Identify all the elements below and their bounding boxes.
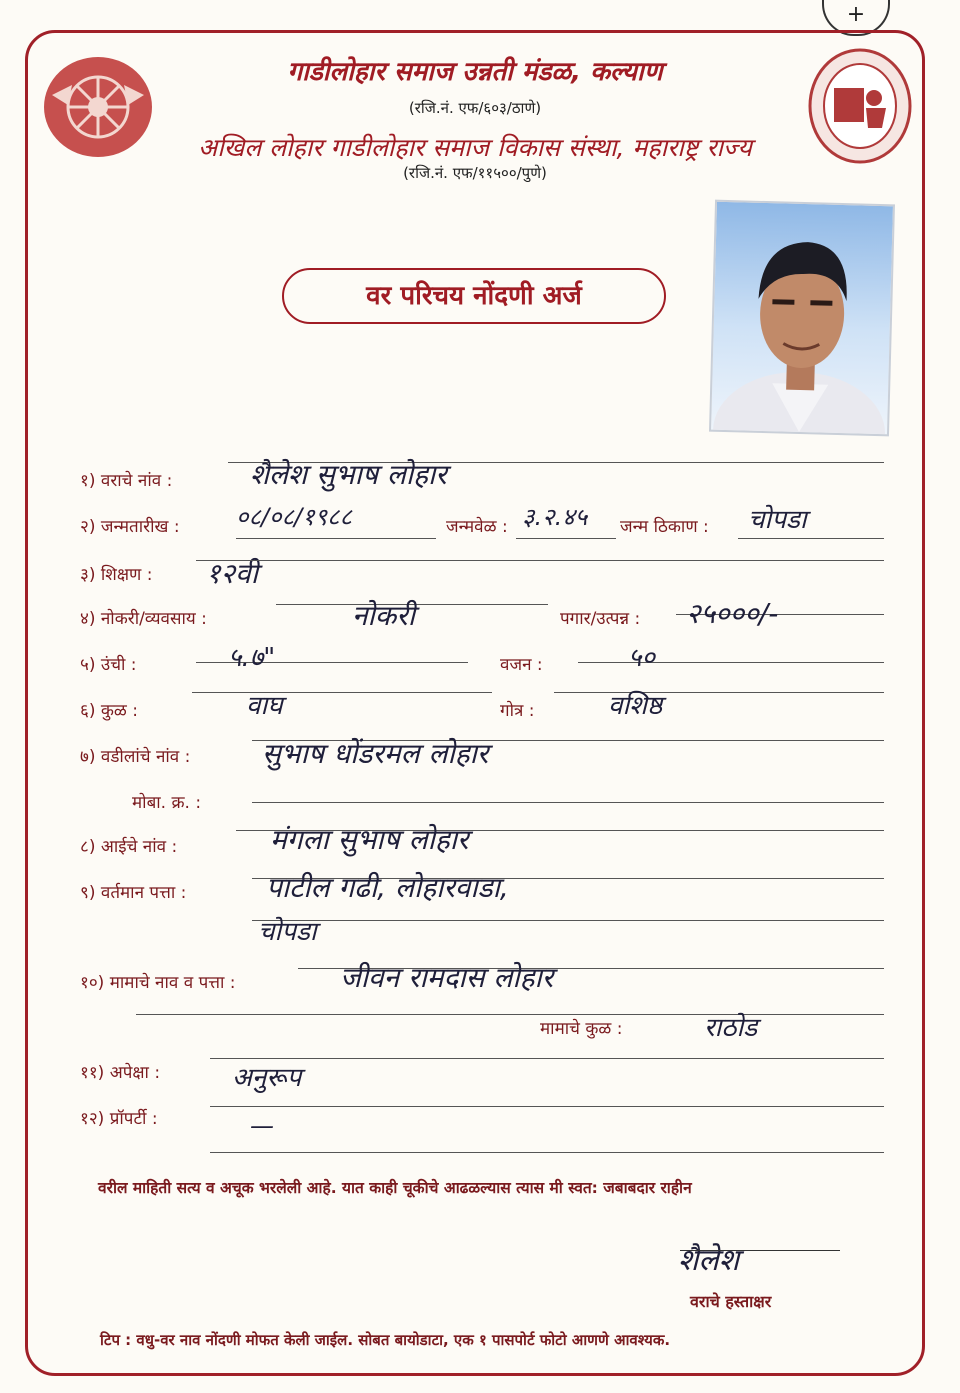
declaration-text: वरील माहिती सत्य व अचूक भरलेली आहे. यात काही चूकीचे आढळल्यास त्यास मी स्वत: जबाबदार राहीन bbox=[98, 1179, 692, 1197]
header-subtitle: अखिल लोहार गाडीलोहार समाज विकास संस्था, महाराष्ट्र राज्य bbox=[198, 133, 752, 162]
expectation-value: अनुरूप bbox=[232, 1063, 302, 1093]
property-line-2 bbox=[210, 1152, 884, 1153]
signature-line bbox=[680, 1250, 840, 1251]
property-line-1 bbox=[210, 1106, 884, 1107]
property-value: — bbox=[250, 1112, 274, 1140]
maternal-uncle-address-line bbox=[136, 1014, 884, 1015]
mobile-line bbox=[252, 802, 884, 803]
birth-place-line bbox=[738, 538, 884, 539]
height-value: ५.७" bbox=[228, 643, 276, 673]
father-value: सुभाष धोंडरमल लोहार bbox=[262, 737, 489, 770]
mother-value: मंगला सुभाष लोहार bbox=[270, 823, 469, 856]
header-registration-2: (रजि.नं. एफ/११५००/पुणे) bbox=[403, 164, 547, 182]
education-label: ३) शिक्षण : bbox=[80, 565, 153, 585]
mobile-label: मोबा. क्र. : bbox=[132, 793, 202, 813]
right-emblem-seal bbox=[808, 48, 912, 164]
height-label: ५) उंची : bbox=[80, 655, 137, 675]
header-registration-1: (रजि.नं. एफ/६०३/ठाणे) bbox=[408, 99, 542, 117]
name-value: शैलेश सुभाष लोहार bbox=[250, 458, 447, 491]
mother-label: ८) आईचे नांव : bbox=[80, 837, 178, 857]
birth-place-label: जन्म ठिकाण : bbox=[620, 517, 709, 537]
father-label: ७) वडीलांचे नांव : bbox=[80, 747, 191, 767]
maternal-kul-value: राठोड bbox=[704, 1013, 758, 1043]
kul-label: ६) कुळ : bbox=[80, 701, 138, 721]
passport-photo bbox=[709, 200, 895, 437]
gotra-value: वशिष्ठ bbox=[608, 691, 663, 721]
form-title: वर परिचय नोंदणी अर्ज bbox=[282, 268, 666, 324]
property-label: १२) प्रॉपर्टी : bbox=[80, 1109, 158, 1129]
occupation-value: नोकरी bbox=[352, 599, 416, 632]
birth-time-label: जन्मवेळ : bbox=[446, 517, 508, 537]
address-line-2 bbox=[252, 920, 884, 921]
maternal-uncle-label: १०) मामाचे नाव व पत्ता : bbox=[80, 973, 236, 993]
address-value-line2: चोपडा bbox=[258, 917, 317, 947]
expectation-label: ११) अपेक्षा : bbox=[80, 1063, 161, 1083]
weight-label: वजन : bbox=[500, 655, 543, 675]
header-title: गाडीलोहार समाज उन्नती मंडळ, कल्याण bbox=[287, 57, 663, 87]
signature-caption: वराचे हस्ताक्षर bbox=[690, 1292, 772, 1311]
salary-value: २५०००/- bbox=[686, 597, 779, 630]
expectation-line bbox=[210, 1058, 884, 1059]
birth-time-value: ३.२.४५ bbox=[522, 503, 588, 531]
occupation-label: ४) नोकरी/व्यवसाय : bbox=[80, 609, 207, 629]
applicant-signature: शैलेश bbox=[678, 1243, 740, 1278]
name-label: १) वराचे नांव : bbox=[80, 471, 173, 491]
maternal-uncle-value: जीवन रामदास लोहार bbox=[340, 961, 554, 994]
gotra-label: गोत्र : bbox=[500, 701, 535, 721]
kul-line bbox=[192, 692, 492, 693]
gotra-line bbox=[554, 692, 884, 693]
dob-label: २) जन्मतारीख : bbox=[80, 517, 180, 537]
address-value-line1: पाटील गढी, लोहारवाडा, bbox=[266, 871, 509, 904]
birth-time-line bbox=[516, 538, 616, 539]
education-line bbox=[196, 560, 884, 561]
education-value: १२वी bbox=[206, 557, 258, 590]
maternal-kul-label: मामाचे कुळ : bbox=[540, 1019, 623, 1039]
page-number: + bbox=[822, 0, 890, 36]
dob-value: ०८/०८/१९८८ bbox=[236, 503, 353, 531]
birth-place-value: चोपडा bbox=[748, 505, 807, 535]
salary-label: पगार/उत्पन्न : bbox=[560, 609, 641, 629]
address-label: ९) वर्तमान पत्ता : bbox=[80, 883, 187, 903]
kul-value: वाघ bbox=[246, 691, 283, 721]
dob-line bbox=[236, 538, 436, 539]
weight-line bbox=[578, 662, 884, 663]
weight-value: ५० bbox=[628, 643, 656, 673]
footer-note: टिप : वधु-वर नाव नोंदणी मोफत केली जाईल. सोबत बायोडाटा, एक १ पासपोर्ट फोटो आणणे आवश्यक. bbox=[100, 1331, 671, 1349]
